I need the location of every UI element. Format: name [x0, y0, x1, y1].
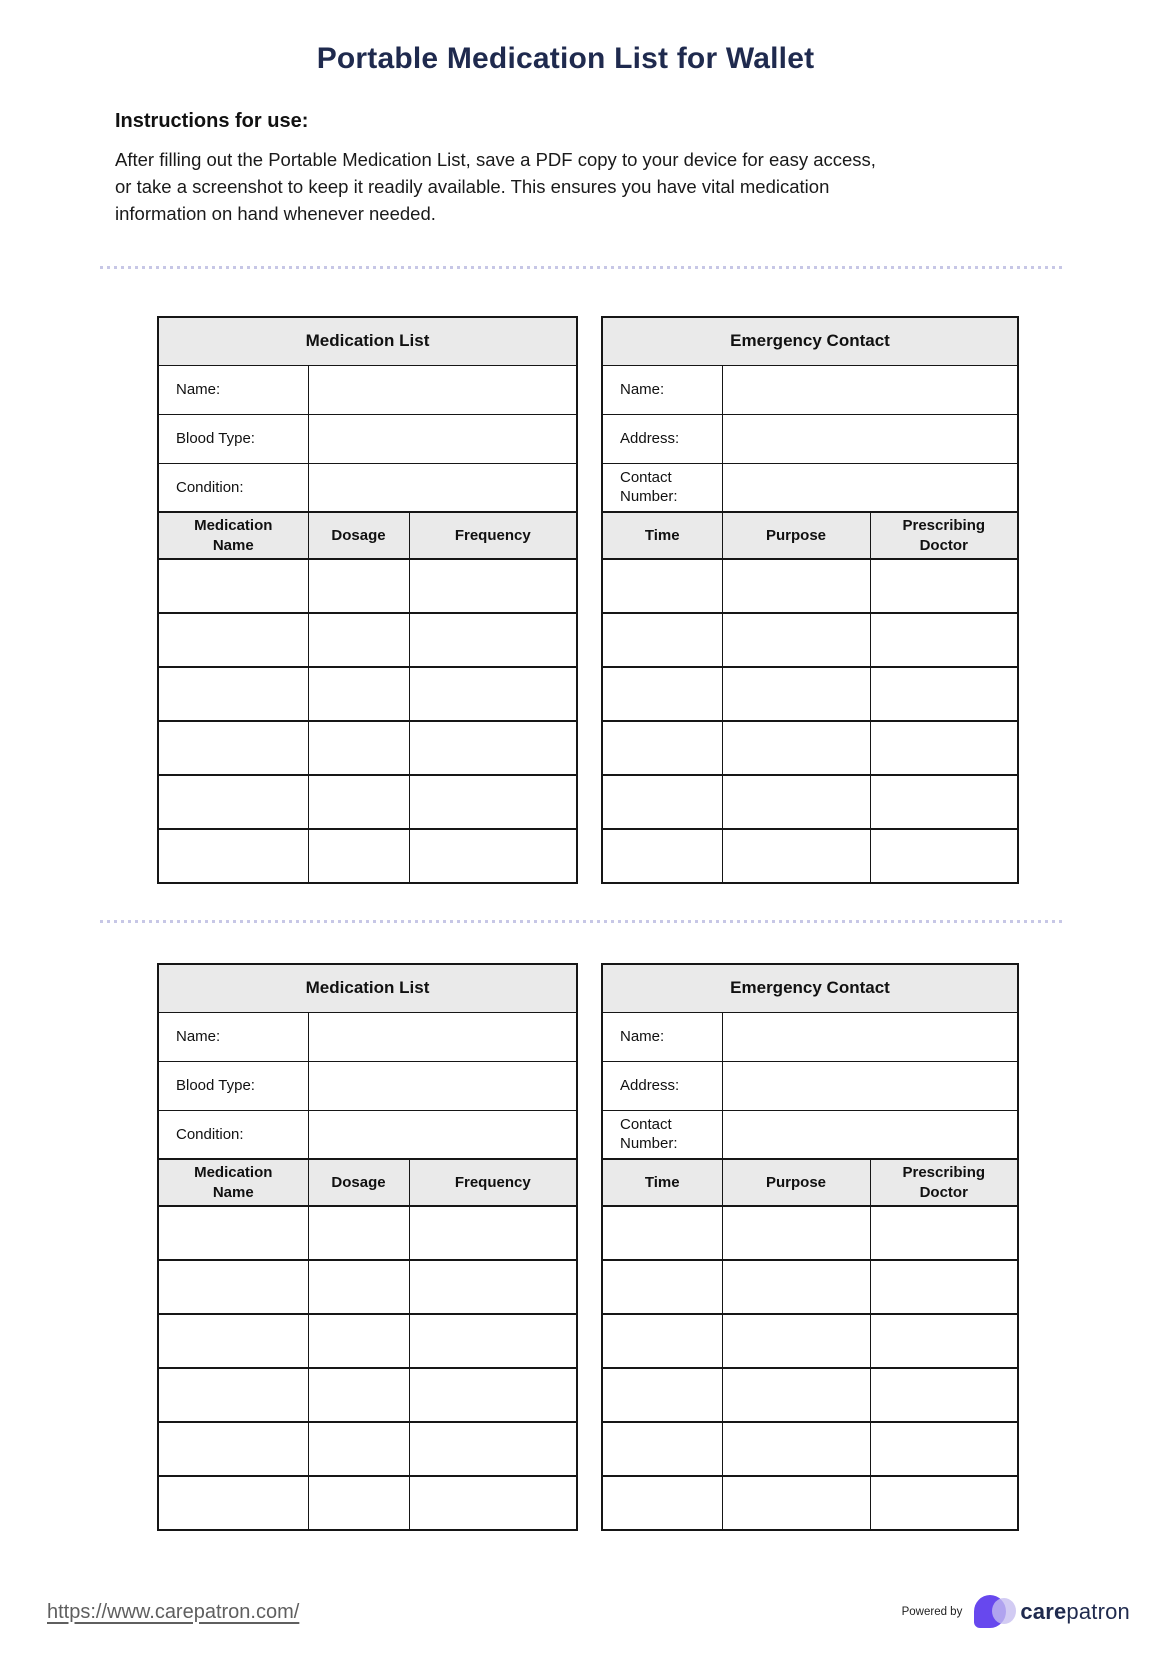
- empty-row: [602, 1314, 1018, 1368]
- empty-grid-cell[interactable]: [602, 775, 722, 829]
- empty-grid-cell[interactable]: [722, 613, 870, 667]
- empty-grid-cell[interactable]: [409, 829, 577, 883]
- empty-grid-cell[interactable]: [158, 667, 308, 721]
- empty-grid-cell[interactable]: [870, 1260, 1018, 1314]
- empty-grid-cell[interactable]: [870, 613, 1018, 667]
- address-label: Address:: [602, 1061, 722, 1110]
- condition-input-cell[interactable]: [308, 1110, 577, 1159]
- empty-row: [602, 1476, 1018, 1530]
- page-title: Portable Medication List for Wallet: [316, 42, 815, 75]
- empty-row: [602, 1260, 1018, 1314]
- medication-name-column-header: Medication Name: [158, 512, 308, 559]
- emergency-contact-table: [601, 963, 1019, 1531]
- empty-grid-cell[interactable]: [409, 721, 577, 775]
- empty-grid-cell[interactable]: [158, 559, 308, 613]
- instructions-section: [115, 110, 1036, 227]
- empty-row: [158, 667, 577, 721]
- table-title-row: [158, 317, 577, 365]
- dosage-column-header: Dosage: [308, 512, 409, 559]
- empty-grid-cell[interactable]: [308, 1368, 409, 1422]
- info-row: [602, 1012, 1018, 1061]
- name-input-cell[interactable]: [308, 1012, 577, 1061]
- info-row: [158, 463, 577, 512]
- empty-grid-cell[interactable]: [308, 1422, 409, 1476]
- info-row: [158, 414, 577, 463]
- empty-grid-cell[interactable]: [602, 829, 722, 883]
- page-footer: [47, 1591, 1130, 1633]
- empty-grid-cell[interactable]: [870, 1314, 1018, 1368]
- empty-grid-cell[interactable]: [870, 775, 1018, 829]
- table-title-row: [602, 964, 1018, 1012]
- contact-name-input-cell[interactable]: [722, 365, 1018, 414]
- info-row: [158, 1110, 577, 1159]
- instructions-body: [115, 146, 1036, 227]
- empty-row: [158, 559, 577, 613]
- address-label: Address:: [602, 414, 722, 463]
- empty-row: [158, 1206, 577, 1260]
- empty-grid-cell[interactable]: [722, 559, 870, 613]
- logo-blob-light: [992, 1598, 1016, 1624]
- empty-grid-cell[interactable]: [722, 775, 870, 829]
- wallet-card-1: [157, 316, 1019, 884]
- empty-grid-cell[interactable]: [158, 1206, 308, 1260]
- empty-row: [158, 1260, 577, 1314]
- empty-grid-cell[interactable]: [158, 775, 308, 829]
- empty-row: [602, 829, 1018, 883]
- contact-number-label: Contact Number:: [602, 1110, 722, 1159]
- contact-name-input-cell[interactable]: [722, 1012, 1018, 1061]
- emergency-contact-table: [601, 316, 1019, 884]
- medication-list-title: Medication List: [158, 317, 577, 365]
- contact-number-input-cell[interactable]: [722, 463, 1018, 512]
- empty-grid-cell[interactable]: [409, 1260, 577, 1314]
- blood-type-label: Blood Type:: [158, 414, 308, 463]
- info-row: [602, 365, 1018, 414]
- condition-label: Condition:: [158, 463, 308, 512]
- condition-label: Condition:: [158, 1110, 308, 1159]
- empty-grid-cell[interactable]: [409, 559, 577, 613]
- empty-grid-cell[interactable]: [158, 829, 308, 883]
- purpose-column-header: Purpose: [722, 1159, 870, 1206]
- dotted-divider: [100, 920, 1065, 923]
- empty-grid-cell[interactable]: [870, 559, 1018, 613]
- purpose-column-header: Purpose: [722, 512, 870, 559]
- carepatron-wordmark: [1020, 1599, 1130, 1625]
- empty-grid-cell[interactable]: [602, 721, 722, 775]
- empty-row: [602, 613, 1018, 667]
- empty-grid-cell[interactable]: [722, 1260, 870, 1314]
- contact-number-input-cell[interactable]: [722, 1110, 1018, 1159]
- empty-grid-cell[interactable]: [602, 613, 722, 667]
- blood-type-label: Blood Type:: [158, 1061, 308, 1110]
- dosage-column-header: Dosage: [308, 1159, 409, 1206]
- name-label: Name:: [158, 1012, 308, 1061]
- prescribing-doctor-column-header: Prescribing Doctor: [870, 1159, 1018, 1206]
- empty-row: [158, 1422, 577, 1476]
- carepatron-link[interactable]: https://www.carepatron.com/: [47, 1600, 300, 1623]
- empty-row: [158, 613, 577, 667]
- info-row: [158, 365, 577, 414]
- wordmark-care: care: [1020, 1599, 1067, 1624]
- empty-grid-cell[interactable]: [722, 667, 870, 721]
- empty-grid-cell[interactable]: [409, 667, 577, 721]
- empty-grid-cell[interactable]: [308, 829, 409, 883]
- time-column-header: Time: [602, 512, 722, 559]
- address-input-cell[interactable]: [722, 1061, 1018, 1110]
- empty-grid-cell[interactable]: [870, 1422, 1018, 1476]
- empty-grid-cell[interactable]: [158, 1476, 308, 1530]
- empty-grid-cell[interactable]: [158, 1368, 308, 1422]
- empty-grid-cell[interactable]: [158, 1314, 308, 1368]
- instructions-line: After filling out the Portable Medication List, save a PDF copy to your device for easy access,: [115, 149, 876, 170]
- empty-row: [158, 1314, 577, 1368]
- address-input-cell[interactable]: [722, 414, 1018, 463]
- prescribing-doctor-column-header: Prescribing Doctor: [870, 512, 1018, 559]
- column-header-row: [602, 512, 1018, 559]
- info-row: [602, 414, 1018, 463]
- blood-type-input-cell[interactable]: [308, 1061, 577, 1110]
- time-column-header: Time: [602, 1159, 722, 1206]
- empty-grid-cell[interactable]: [602, 1260, 722, 1314]
- empty-row: [158, 1368, 577, 1422]
- empty-grid-cell[interactable]: [722, 1368, 870, 1422]
- empty-grid-cell[interactable]: [870, 667, 1018, 721]
- info-row: [158, 1012, 577, 1061]
- empty-row: [158, 721, 577, 775]
- column-header-row: [602, 1159, 1018, 1206]
- empty-grid-cell[interactable]: [308, 1260, 409, 1314]
- empty-row: [602, 1422, 1018, 1476]
- instructions-line: or take a screenshot to keep it readily available. This ensures you have vital medication: [115, 176, 830, 197]
- empty-grid-cell[interactable]: [409, 1206, 577, 1260]
- emergency-contact-title: Emergency Contact: [602, 964, 1018, 1012]
- medication-list-table: [157, 963, 578, 1531]
- column-header-row: [158, 1159, 577, 1206]
- empty-grid-cell[interactable]: [158, 1422, 308, 1476]
- empty-grid-cell[interactable]: [722, 721, 870, 775]
- table-title-row: [158, 964, 577, 1012]
- empty-grid-cell[interactable]: [158, 721, 308, 775]
- empty-grid-cell[interactable]: [602, 1476, 722, 1530]
- empty-grid-cell[interactable]: [409, 1368, 577, 1422]
- wordmark-patron: patron: [1066, 1599, 1130, 1624]
- empty-grid-cell[interactable]: [722, 1314, 870, 1368]
- table-title-row: [602, 317, 1018, 365]
- empty-grid-cell[interactable]: [409, 775, 577, 829]
- empty-grid-cell[interactable]: [722, 1476, 870, 1530]
- empty-grid-cell[interactable]: [158, 1260, 308, 1314]
- empty-grid-cell[interactable]: [602, 667, 722, 721]
- empty-grid-cell[interactable]: [870, 829, 1018, 883]
- dotted-divider: [100, 266, 1065, 269]
- info-row: [602, 1061, 1018, 1110]
- empty-grid-cell[interactable]: [308, 559, 409, 613]
- empty-row: [602, 775, 1018, 829]
- empty-row: [602, 667, 1018, 721]
- empty-grid-cell[interactable]: [308, 1476, 409, 1530]
- empty-row: [602, 559, 1018, 613]
- empty-grid-cell[interactable]: [308, 775, 409, 829]
- empty-grid-cell[interactable]: [308, 613, 409, 667]
- blood-type-input-cell[interactable]: [308, 414, 577, 463]
- empty-grid-cell[interactable]: [870, 1476, 1018, 1530]
- frequency-column-header: Frequency: [409, 1159, 577, 1206]
- contact-name-label: Name:: [602, 365, 722, 414]
- medication-list-table: [157, 316, 578, 884]
- empty-grid-cell[interactable]: [409, 613, 577, 667]
- frequency-column-header: Frequency: [409, 512, 577, 559]
- medication-list-title: Medication List: [158, 964, 577, 1012]
- empty-row: [602, 1206, 1018, 1260]
- empty-grid-cell[interactable]: [870, 721, 1018, 775]
- empty-row: [602, 721, 1018, 775]
- instructions-line: information on hand whenever needed.: [115, 203, 436, 224]
- powered-by-label: Powered by: [901, 1606, 963, 1618]
- empty-grid-cell[interactable]: [308, 667, 409, 721]
- empty-grid-cell[interactable]: [409, 1476, 577, 1530]
- empty-row: [158, 1476, 577, 1530]
- name-label: Name:: [158, 365, 308, 414]
- empty-row: [158, 775, 577, 829]
- empty-row: [602, 1368, 1018, 1422]
- empty-grid-cell[interactable]: [602, 1206, 722, 1260]
- column-header-row: [158, 512, 577, 559]
- name-input-cell[interactable]: [308, 365, 577, 414]
- instructions-heading: Instructions for use:: [115, 110, 309, 132]
- wallet-card-2: [157, 963, 1019, 1531]
- empty-grid-cell[interactable]: [722, 829, 870, 883]
- contact-number-label: Contact Number:: [602, 463, 722, 512]
- empty-grid-cell[interactable]: [722, 1206, 870, 1260]
- carepatron-logo-icon: [974, 1594, 1020, 1630]
- empty-grid-cell[interactable]: [722, 1422, 870, 1476]
- empty-grid-cell[interactable]: [158, 613, 308, 667]
- empty-grid-cell[interactable]: [602, 1368, 722, 1422]
- empty-grid-cell[interactable]: [870, 1206, 1018, 1260]
- empty-grid-cell[interactable]: [308, 1206, 409, 1260]
- empty-grid-cell[interactable]: [308, 1314, 409, 1368]
- emergency-contact-title: Emergency Contact: [602, 317, 1018, 365]
- powered-by-brand: [902, 1594, 1130, 1630]
- empty-grid-cell[interactable]: [602, 1314, 722, 1368]
- contact-name-label: Name:: [602, 1012, 722, 1061]
- medication-name-column-header: Medication Name: [158, 1159, 308, 1206]
- empty-grid-cell[interactable]: [870, 1368, 1018, 1422]
- info-row: [602, 1110, 1018, 1159]
- info-row: [602, 463, 1018, 512]
- info-row: [158, 1061, 577, 1110]
- empty-row: [158, 829, 577, 883]
- empty-grid-cell[interactable]: [602, 559, 722, 613]
- empty-grid-cell[interactable]: [308, 721, 409, 775]
- empty-grid-cell[interactable]: [409, 1314, 577, 1368]
- condition-input-cell[interactable]: [308, 463, 577, 512]
- empty-grid-cell[interactable]: [602, 1422, 722, 1476]
- empty-grid-cell[interactable]: [409, 1422, 577, 1476]
